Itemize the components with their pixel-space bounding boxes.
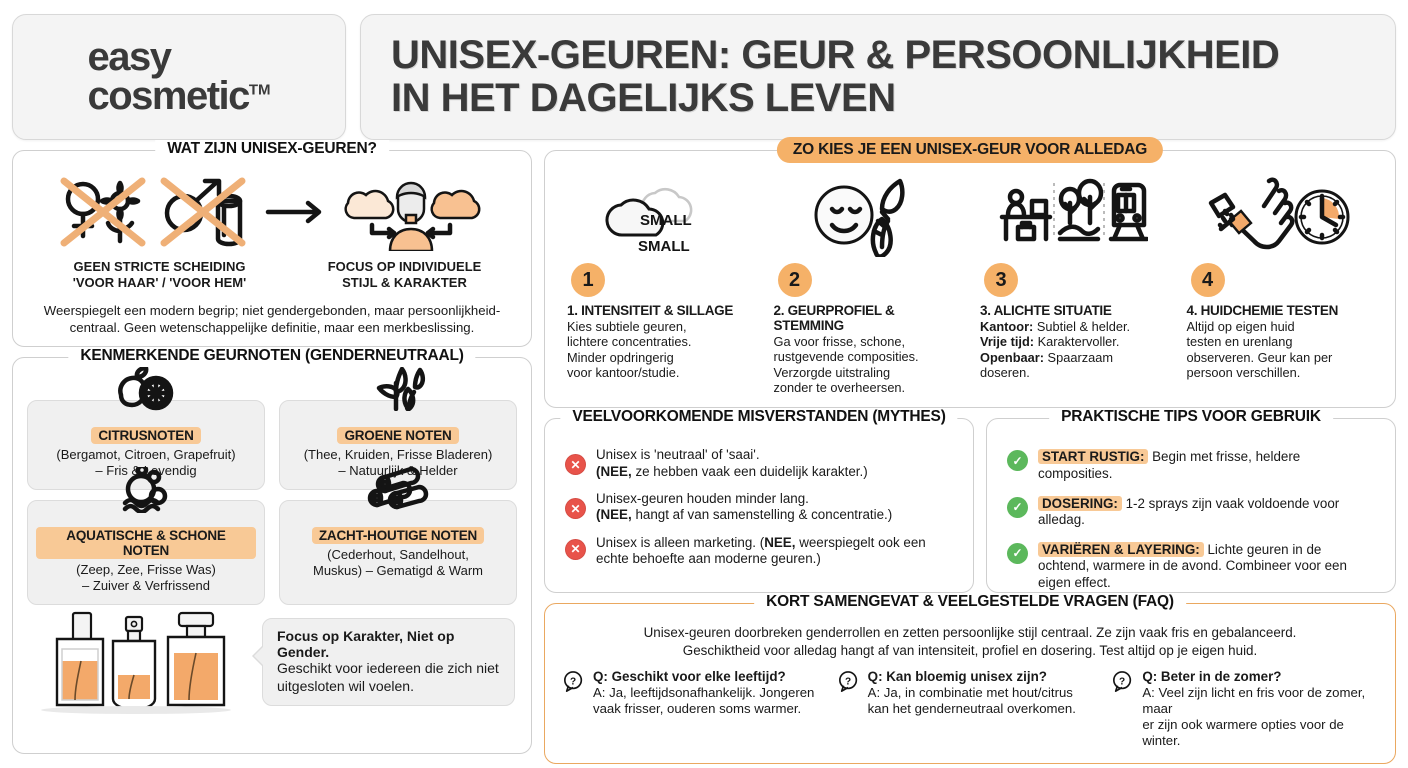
question-bubble-icon — [563, 671, 585, 693]
tip-item — [1007, 542, 1375, 592]
tip-item — [1007, 496, 1375, 529]
tips-title: PRAKTISCHE TIPS VOOR GEBRUIK — [1049, 408, 1333, 426]
callout-line-1: Geschikt voor iedereen die zich niet — [277, 660, 499, 677]
tip-text: VARIËREN & LAYERING: Lichte geuren in de ochtend, warmere in de avond. Combineer voor een eigen effect. — [1038, 541, 1347, 591]
faq-content: Q: Geschikt voor elke leeftijd? A: Ja, leeftijdsonafhankelijk. Jongeren vaak frisser, ouderen soms warmer. — [593, 669, 815, 717]
check-icon: ✓ — [1007, 543, 1028, 564]
callout-line-2: uitgesloten wil voelen. — [277, 677, 414, 694]
step-body-4: Altijd op eigen huid testen en urenlang observeren. Geur kan per persoon verschillen. — [1186, 319, 1333, 381]
what-is-title: WAT ZIJN UNISEX-GEUREN? — [155, 140, 389, 158]
myths-panel — [544, 408, 974, 593]
what-is-captions — [27, 259, 517, 292]
right-column — [544, 141, 1396, 754]
bottles-row — [27, 605, 517, 718]
brand-line-1: easy — [87, 34, 171, 79]
check-icon: ✓ — [1007, 450, 1028, 471]
myths-list — [559, 447, 959, 571]
focus-character-callout — [262, 618, 515, 705]
step-number-2: 2 — [778, 263, 812, 297]
cloud-small-icon — [567, 175, 754, 257]
step-body-2: Ga voor frisse, schone, rustgevende composities. Verzorgde uitstraling zonder te overheersen. — [773, 334, 919, 396]
svg-text:?: ? — [1119, 676, 1126, 688]
callout-heading: Focus op Karakter, Niet op Gender. — [277, 628, 455, 661]
brand-logo — [12, 14, 346, 140]
myth-text: Unisex is alleen marketing. (NEE, weerspiegelt ook een echte behoefte aan moderne geuren.) — [596, 534, 926, 567]
note-label-aquatic: AQUATISCHE & SCHONE NOTEN — [36, 527, 256, 559]
tips-list — [1001, 449, 1381, 597]
myth-text: Unisex is 'neutraal' of 'saai'. (NEE, ze hebben vaak een duidelijk karakter.) — [596, 447, 868, 479]
perfume-bottles-icon — [29, 609, 244, 714]
faq-grid — [559, 669, 1381, 750]
step-number-4: 4 — [1191, 263, 1225, 297]
step-3-line-2: Vrije tijd: Karaktervoller. — [980, 334, 1120, 350]
brand-logo-text — [87, 34, 271, 118]
header — [12, 14, 1396, 140]
close-icon: ✕ — [565, 454, 586, 475]
step-3 — [972, 175, 1175, 395]
mid-row — [544, 408, 1396, 593]
svg-text:?: ? — [844, 676, 851, 688]
step-title-1: 1. INTENSITEIT & SILLAGE — [567, 303, 734, 318]
step-title-2: 2. GEURPROFIEL & STEMMING — [773, 303, 895, 333]
note-card-aquatic[interactable] — [27, 500, 265, 605]
fragrance-notes-grid — [27, 400, 517, 605]
faq-intro: Unisex-geuren doorbreken genderrollen en zetten persoonlijke stijl centraal. Ze zijn vaak fris en gebalanceerd. Geschiktheid voor alledag hangt af van intensiteit, profiel en dosering. Test altijd op je eigen huid. — [643, 625, 1297, 658]
page-title — [360, 14, 1396, 140]
lemon-icon — [111, 367, 181, 411]
cloud-label-1: SMALL — [640, 212, 692, 229]
note-label-woody: ZACHT-HOUTIGE NOTEN — [312, 527, 484, 544]
trademark-mark: TM — [248, 81, 271, 99]
myths-title: VEELVOORKOMENDE MISVERSTANDEN (MYTHES) — [560, 408, 957, 426]
note-label-citrus: CITRUSNOTEN — [91, 427, 200, 444]
tips-panel — [986, 408, 1396, 593]
myth-item — [565, 447, 953, 480]
how-to-choose-panel — [544, 141, 1396, 408]
faq-content: Q: Kan bloemig unisex zijn? A: Ja, in combinatie met hout/citrus kan het genderneutraal overkomen. — [867, 669, 1076, 717]
step-3-line-4: doseren. — [980, 365, 1030, 381]
note-desc-woody: (Cederhout, Sandelhout, Muskus) – Gematigd & Warm — [312, 547, 483, 579]
page-title-line-2: IN HET DAGELIJKS LEVEN — [391, 76, 896, 120]
faq-item — [563, 669, 828, 748]
what-is-note: Weerspiegelt een modern begrip; niet gendergebonden, maar persoonlijkheid-centraal. Geen wetenschappelijke definitie, maar een merkbeslissing. — [43, 302, 501, 335]
female-flower-crossed-icon — [58, 173, 154, 251]
water-icon — [111, 467, 181, 513]
close-icon: ✕ — [565, 498, 586, 519]
check-icon: ✓ — [1007, 497, 1028, 518]
leaf-icon — [363, 367, 433, 411]
what-is-icons — [27, 173, 517, 251]
left-column — [12, 140, 532, 754]
step-title-3: 3. ALICHTE SITUATIE — [980, 303, 1112, 318]
step-body-1: Kies subtiele geuren, lichtere concentraties. Minder opdringerig voor kantoor/studie. — [567, 319, 692, 381]
faq-item — [838, 669, 1103, 748]
fragrance-notes-panel — [12, 347, 532, 754]
smiley-leaf-icon — [774, 175, 961, 257]
step-title-4: 4. HUIDCHEMIE TESTEN — [1186, 303, 1339, 318]
office-nature-train-icon — [980, 175, 1167, 257]
svg-text:?: ? — [570, 676, 577, 688]
note-desc-citrus: (Bergamot, Citroen, Grapefruit) – Fris & Levendig — [56, 447, 236, 479]
individual-style-icon — [336, 173, 486, 251]
question-bubble-icon — [1112, 671, 1134, 693]
page-title-line-1: UNISEX-GEUREN: GEUR & PERSOONLIJKHEID — [391, 32, 1280, 77]
step-number-1: 1 — [571, 263, 605, 297]
faq-item — [1112, 669, 1377, 748]
caption-focus-individual: FOCUS OP INDIVIDUELE STIJL & KARAKTER — [327, 259, 482, 291]
faq-content: Q: Beter in de zomer? A: Veel zijn licht en fris voor de zomer, maar er zijn ook warmere opties voor de winter. — [1142, 669, 1366, 748]
faq-title: KORT SAMENGEVAT & VEELGESTELDE VRAGEN (FAQ) — [754, 593, 1186, 611]
close-icon: ✕ — [565, 539, 586, 560]
step-3-line-3: Openbaar: Spaarzaam — [980, 349, 1113, 365]
brand-line-2: cosmetic™ — [87, 74, 271, 118]
myth-item — [565, 535, 953, 568]
note-desc-aquatic: (Zeep, Zee, Frisse Was) – Zuiver & Verfrissend — [76, 562, 216, 594]
step-body-3 — [980, 319, 1167, 380]
what-is-panel — [12, 140, 532, 347]
step-number-3: 3 — [984, 263, 1018, 297]
step-2 — [766, 175, 969, 395]
step-1 — [559, 175, 762, 395]
caption-no-strict-separation: GEEN STRICTE SCHEIDING 'VOOR HAAR' / 'VOOR HEM' — [72, 259, 247, 291]
body — [12, 140, 1396, 754]
male-wood-crossed-icon — [158, 173, 254, 251]
steps-grid — [559, 175, 1381, 395]
step-3-line-1: Kantoor: Subtiel & helder. — [980, 319, 1131, 334]
note-card-woody[interactable] — [279, 500, 517, 605]
tip-item — [1007, 449, 1375, 482]
how-to-choose-title: ZO KIES JE EEN UNISEX-GEUR VOOR ALLEDAG — [777, 137, 1163, 163]
faq-panel — [544, 593, 1396, 763]
note-label-green: GROENE NOTEN — [337, 427, 458, 444]
question-bubble-icon — [838, 671, 860, 693]
cloud-label-2: SMALL — [638, 238, 690, 255]
myth-text: Unisex-geuren houden minder lang. (NEE, hangt af van samenstelling & concentratie.) — [596, 491, 893, 523]
arrow-right-icon — [264, 192, 326, 232]
myth-item — [565, 491, 953, 524]
tip-text: START RUSTIG: Begin met frisse, heldere composities. — [1038, 449, 1301, 481]
wood-logs-icon — [363, 467, 433, 511]
tip-text: DOSERING: 1-2 sprays zijn vaak voldoende voor alledag. — [1038, 495, 1340, 528]
step-4 — [1179, 175, 1382, 395]
skin-test-clock-icon — [1187, 175, 1374, 257]
note-desc-green: (Thee, Kruiden, Frisse Bladeren) – Natuurlijk & Helder — [303, 447, 493, 479]
fragrance-notes-title: KENMERKENDE GEURNOTEN (GENDERNEUTRAAL) — [68, 347, 475, 365]
